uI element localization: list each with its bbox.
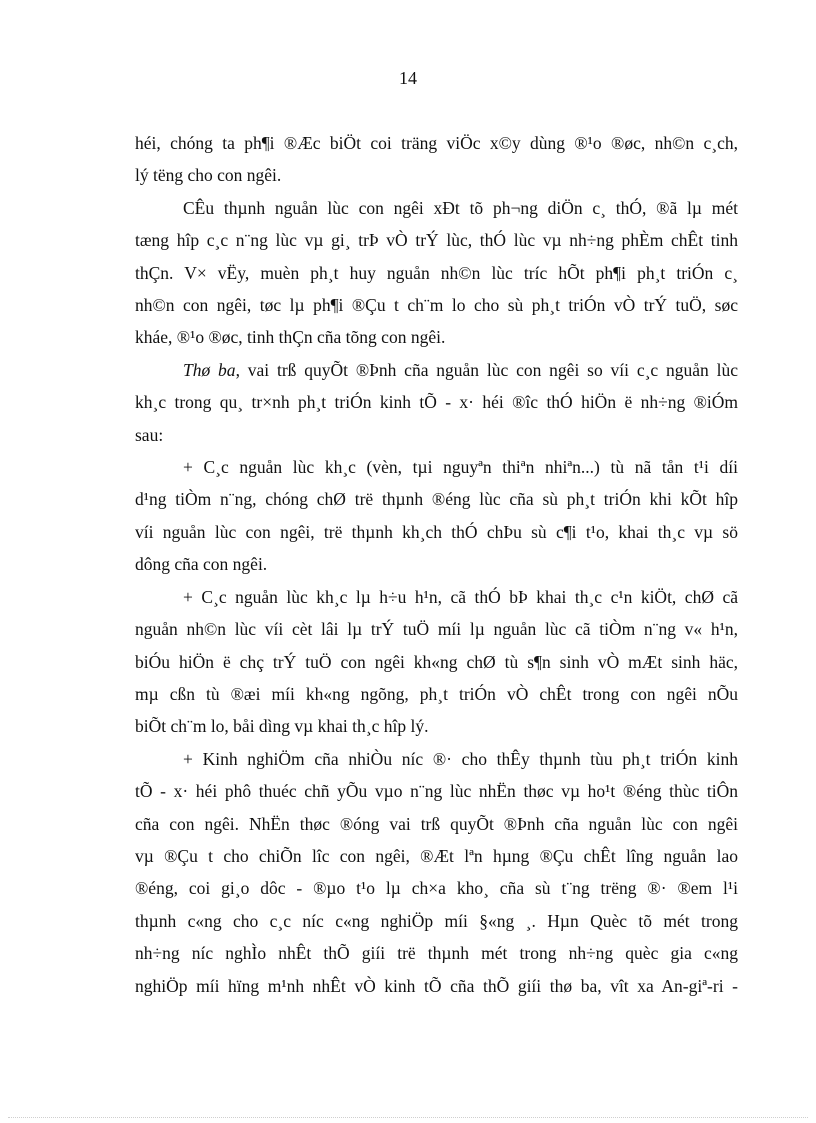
paragraph-6: [135, 743, 738, 1002]
text-line: + Kinh nghiÖm cña nhiÒu níc ®· cho thÊy thµnh tùu ph¸t triÓn kinh: [183, 748, 738, 769]
text-line: thÇn. V× vËy, muèn ph¸t huy nguån nh©n lùc tríc hÕt ph¶i ph¸t triÓn c¸: [135, 262, 738, 283]
text-line: dông cña con ngêi.: [135, 554, 268, 575]
text-line: mµ cßn tù ®æi míi kh«ng ngõng, ph¸t triÓn vÒ chÊt trong con ngêi nÕu: [135, 683, 738, 704]
paragraph-4: [135, 451, 738, 581]
text-line: tÕ - x· héi phô thuéc chñ yÕu vµo n¨ng lùc nhËn thøc vµ ho¹t ®éng thùc tiÔn: [135, 781, 738, 802]
paragraph-3: [135, 354, 738, 451]
text-line: thµnh c«ng cho c¸c níc c«ng nghiÖp míi §«ng ¸. Hµn Quèc tõ mét trong: [135, 910, 738, 931]
paragraph-2: [135, 192, 738, 354]
text-line: + C¸c nguån lùc kh¸c lµ h÷u h¹n, cã thÓ bÞ khai th¸c c¹n kiÖt, chØ cã: [183, 586, 738, 607]
text-line: d¹ng tiÒm n¨ng, chóng chØ trë thµnh ®éng lùc cña sù ph¸t triÓn khi kÕt hîp: [135, 489, 738, 510]
page-bottom-divider: [8, 1117, 808, 1118]
paragraph-5: [135, 581, 738, 743]
page-number: 14: [399, 68, 417, 88]
text-line: sau:: [135, 424, 164, 445]
text-line: CÊu thµnh nguån lùc con ngêi xÐt tõ ph¬ng diÖn c¸ thÓ, ®ã lµ mét: [183, 197, 738, 218]
text-line: nguån nh©n lùc víi cèt lâi lµ trÝ tuÖ míi lµ nguån lùc cã tiÒm n¨ng v« h¹n,: [135, 619, 738, 640]
text-line: tæng hîp c¸c n¨ng lùc vµ gi¸ trÞ vÒ trÝ lùc, thÓ lùc vµ nh÷ng phÈm chÊt tinh: [135, 230, 738, 251]
text-line: kháe, ®¹o ®øc, tinh thÇn cña tõng con ngêi.: [135, 327, 446, 348]
text-line: vµ ®Çu t cho chiÕn lîc con ngêi, ®Æt lªn hµng ®Çu chÊt lîng nguån lao: [135, 845, 738, 866]
text-line: cña con ngêi. NhËn thøc ®óng vai trß quyÕt ®Þnh cña nguån lùc con ngêi: [135, 813, 738, 834]
text-line: kh¸c trong qu¸ tr×nh ph¸t triÓn kinh tÕ - x· héi ®îc thÓ hiÖn ë nh÷ng ®iÓm: [135, 392, 738, 413]
text-line: nghiÖp míi hïng m¹nh nhÊt vÒ kinh tÕ cña thÕ giíi thø ba, vît xa An-giª-ri -: [135, 975, 738, 996]
text-line: víi nguån lùc con ngêi, trë thµnh kh¸ch thÓ chÞu sù c¶i t¹o, khai th¸c vµ sö: [135, 521, 738, 542]
paragraph-1: [135, 127, 738, 192]
text-line: nh÷ng níc nghÌo nhÊt thÕ giíi trë thµnh mét trong nh÷ng quèc gia c«ng: [135, 943, 738, 964]
text-line: biÕt ch¨m lo, båi dìng vµ khai th¸c hîp lý.: [135, 716, 429, 737]
text-line: biÓu hiÖn ë chç trÝ tuÖ con ngêi kh«ng chØ tù s¶n sinh vÒ mÆt sinh häc,: [135, 651, 738, 672]
text-line: héi, chóng ta ph¶i ®Æc biÖt coi träng viÖc x©y dùng ®¹o ®øc, nh©n c¸ch,: [135, 133, 738, 153]
text-line: nh©n con ngêi, tøc lµ ph¶i ®Çu t ch¨m lo cho sù ph¸t triÓn vÒ trÝ tuÖ, søc: [135, 295, 738, 316]
text-line: [135, 354, 738, 386]
text-line: ®éng, coi gi¸o dôc - ®µo t¹o lµ ch×a kho¸ cña sù t¨ng trëng ®· ®em l¹i: [135, 878, 738, 899]
lead-italic: Thø ba: [183, 359, 236, 380]
lead-rest: , vai trß quyÕt ®Þnh cña nguån lùc con ngêi so víi c¸c nguån lùc: [235, 359, 738, 380]
text-line: + C¸c nguån lùc kh¸c (vèn, tµi nguyªn thiªn nhiªn...) tù nã tån t¹i díi: [183, 457, 738, 478]
text-line: lý tëng cho con ngêi.: [135, 165, 282, 186]
document-body: [135, 127, 738, 1002]
